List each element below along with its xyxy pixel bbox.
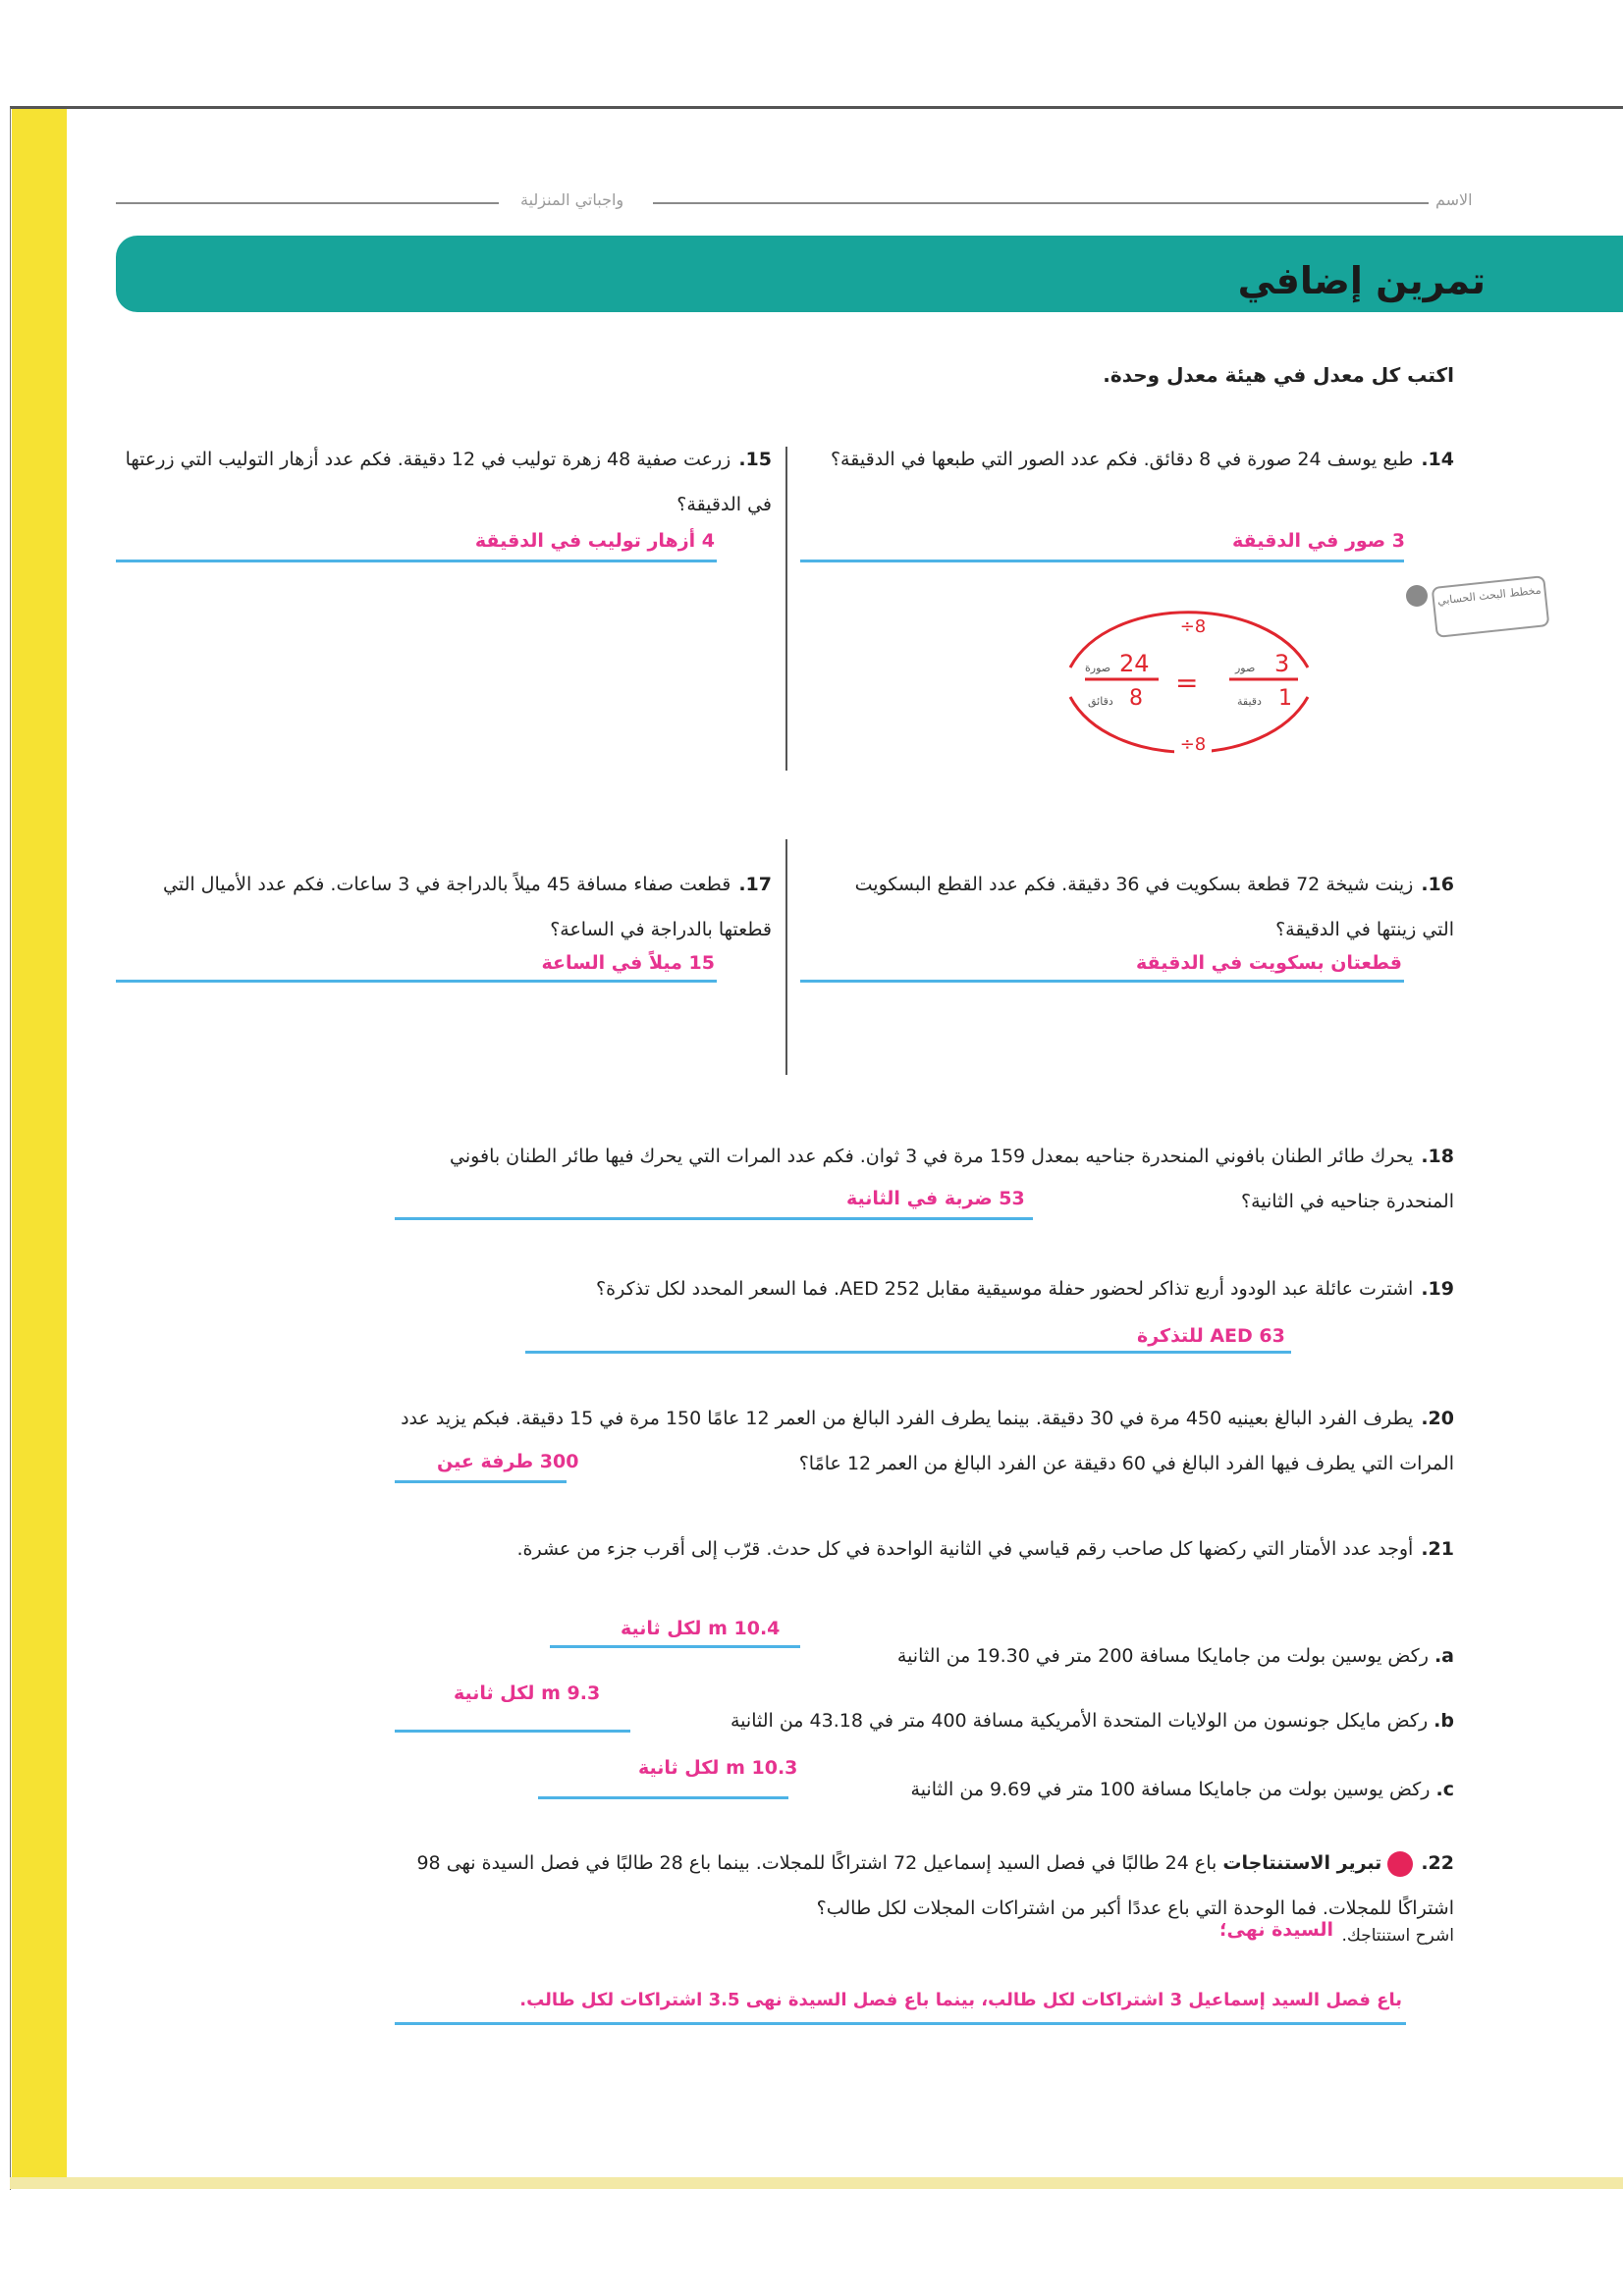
question-number: 14. <box>1421 449 1454 470</box>
question-text: اشترت عائلة عبد الودود أربع تذاكر لحضور حفلة موسيقية مقابل AED 252. فما السعر المحدد لكل تذكرة؟ <box>596 1278 1414 1300</box>
column-divider-top <box>785 447 787 771</box>
left-numerator: 24 <box>1119 650 1150 677</box>
question-number: 16. <box>1421 874 1454 895</box>
question-18 <box>394 1134 1454 1224</box>
part-text: ركض يوسين بولت من جامايكا مسافة 200 متر في 19.30 من الثانية <box>896 1645 1429 1667</box>
answer-line-18[interactable] <box>395 1217 1033 1220</box>
explain-prompt: اشرح استنتاجك. <box>1341 1926 1454 1946</box>
header-rule-right <box>653 202 1429 204</box>
question-14 <box>826 437 1454 482</box>
answer-21c: 10.3 m لكل ثانية <box>638 1757 798 1779</box>
part-letter: a. <box>1434 1645 1454 1667</box>
question-label: تبرير الاستنتاجات <box>1222 1852 1382 1874</box>
part-letter: b. <box>1434 1710 1454 1732</box>
question-text: باع 24 طالبًا في فصل السيد إسماعيل 72 اشتراكًا للمجلات. بينما باع 28 طالبًا في فصل السيدة نهى 98 اشتراكًا للمجلات. فما الوحدة التي باع عددًا أكبر من اشتراكات المجلات لكل طالب؟ <box>416 1852 1454 1919</box>
answer-18: 53 ضربة في الثانية <box>846 1188 1025 1209</box>
part-letter: c. <box>1435 1779 1454 1800</box>
header-name-label: الاسم <box>1435 190 1473 209</box>
question-20 <box>394 1396 1454 1486</box>
answer-line-14[interactable] <box>800 560 1404 562</box>
reasoning-badge-icon <box>1387 1851 1413 1877</box>
answer-19: AED 63 للتذكرة <box>1137 1325 1285 1347</box>
answer-line-19[interactable] <box>525 1351 1291 1354</box>
yellow-margin-strip <box>12 109 67 2180</box>
question-text: طبع يوسف 24 صورة في 8 دقائق. فكم عدد الصور التي طبعها في الدقيقة؟ <box>830 449 1414 470</box>
part-text: ركض يوسين بولت من جامايكا مسافة 100 متر في 9.69 من الثانية <box>910 1779 1431 1800</box>
instructions: اكتب كل معدل في هيئة معدل وحدة. <box>1103 363 1454 387</box>
answer-22-long: باع فصل السيد إسماعيل 3 اشتراكات لكل طالب، بينما باع فصل السيدة نهى 3.5 اشتراكات لكل طالب. <box>519 1990 1402 2010</box>
question-19 <box>394 1266 1454 1311</box>
question-number: 20. <box>1421 1408 1454 1429</box>
right-numerator: 3 <box>1274 650 1290 677</box>
top-operation: ÷8 <box>1179 616 1207 637</box>
question-text: أوجد عدد الأمتار التي ركضها كل صاحب رقم قياسي في الثانية الواحدة في كل حدث. قرّب إلى أقرب جزء من عشرة. <box>516 1538 1414 1560</box>
question-21a <box>897 1645 1454 1667</box>
question-text: يطرف الفرد البالغ بعينيه 450 مرة في 30 دقيقة. بينما يطرف الفرد البالغ من العمر 12 عامًا 150 مرة في 15 دقيقة. فبكم يزيد عدد المرات التي يطرف فيها الفرد البالغ في 60 دقيقة عن الفرد البالغ من العمر 12 عامًا؟ <box>401 1408 1454 1474</box>
equals-sign: = <box>1175 667 1199 699</box>
part-text: ركض مايكل جونسون من الولايات المتحدة الأمريكية مسافة 400 متر في 43.18 من الثانية <box>730 1710 1429 1732</box>
page-title: تمرين إضافي <box>1237 259 1486 302</box>
answer-21a: 10.4 m لكل ثانية <box>621 1618 781 1639</box>
answer-line-22[interactable] <box>395 2022 1406 2025</box>
question-number: 17. <box>738 874 772 895</box>
answer-line-17[interactable] <box>116 980 717 983</box>
question-text: زرعت صفية 48 زهرة توليب في 12 دقيقة. فكم عدد أزهار التوليب التي زرعتها في الدقيقة؟ <box>125 449 772 515</box>
right-denominator: 1 <box>1278 686 1292 711</box>
answer-21b: 9.3 m لكل ثانية <box>454 1682 601 1704</box>
bottom-operation: ÷8 <box>1179 734 1207 755</box>
answer-22-short: السيدة نهى؛ <box>1218 1919 1333 1941</box>
answer-line-20[interactable] <box>395 1480 567 1483</box>
right-numerator-unit: صور <box>1235 662 1256 674</box>
question-16 <box>826 862 1454 952</box>
header-middle-label: واجباتي المنزلية <box>520 190 624 209</box>
question-17 <box>116 862 772 952</box>
answer-line-15[interactable] <box>116 560 717 562</box>
answer-line-21c[interactable] <box>538 1796 788 1799</box>
question-21c <box>911 1779 1454 1800</box>
question-number: 19. <box>1421 1278 1454 1300</box>
bottom-margin-strip <box>10 2177 1623 2189</box>
left-denominator: 8 <box>1129 686 1143 711</box>
answer-line-21b[interactable] <box>395 1730 630 1733</box>
question-15 <box>116 437 772 527</box>
answer-line-21a[interactable] <box>550 1645 800 1648</box>
header-rule-left <box>116 202 499 204</box>
left-numerator-unit: صورة <box>1085 662 1111 674</box>
right-denominator-unit: دقيقة <box>1237 695 1262 708</box>
answer-15: 4 أزهار توليب في الدقيقة <box>474 530 715 552</box>
question-number: 15. <box>738 449 772 470</box>
left-denominator-unit: دقائق <box>1088 695 1113 708</box>
question-21b <box>730 1710 1454 1732</box>
question-text: زينت شيخة 72 قطعة بسكويت في 36 دقيقة. فكم عدد القطع البسكويت التي زينتها في الدقيقة؟ <box>854 874 1454 940</box>
question-number: 21. <box>1421 1538 1454 1560</box>
ratio-diagram <box>1041 599 1335 766</box>
answer-17: 15 ميلاً في الساعة <box>541 952 715 974</box>
answer-line-16[interactable] <box>800 980 1404 983</box>
question-22 <box>394 1841 1454 1931</box>
column-divider-bottom <box>785 839 787 1075</box>
side-note-box: مخطط البحث الحسابي <box>1432 575 1550 638</box>
question-number: 22. <box>1421 1852 1454 1874</box>
question-text: قطعت صفاء مسافة 45 ميلاً بالدراجة في 3 ساعات. فكم عدد الأميال التي قطعتها بالدراجة في الساعة؟ <box>163 874 772 940</box>
question-text: يحرك طائر الطنان بافوني المنحدرة جناحيه بمعدل 159 مرة في 3 ثوان. فكم عدد المرات التي يحرك فيها طائر الطنان بافوني المنحدرة جناحيه في الثانية؟ <box>450 1146 1454 1212</box>
answer-16: قطعتان بسكويت في الدقيقة <box>1136 952 1402 974</box>
answer-14: 3 صور في الدقيقة <box>1232 530 1405 552</box>
side-note-pointer <box>1406 585 1428 607</box>
answer-20: 300 طرفة عين <box>437 1451 579 1472</box>
question-21 <box>394 1526 1454 1572</box>
question-number: 18. <box>1421 1146 1454 1167</box>
